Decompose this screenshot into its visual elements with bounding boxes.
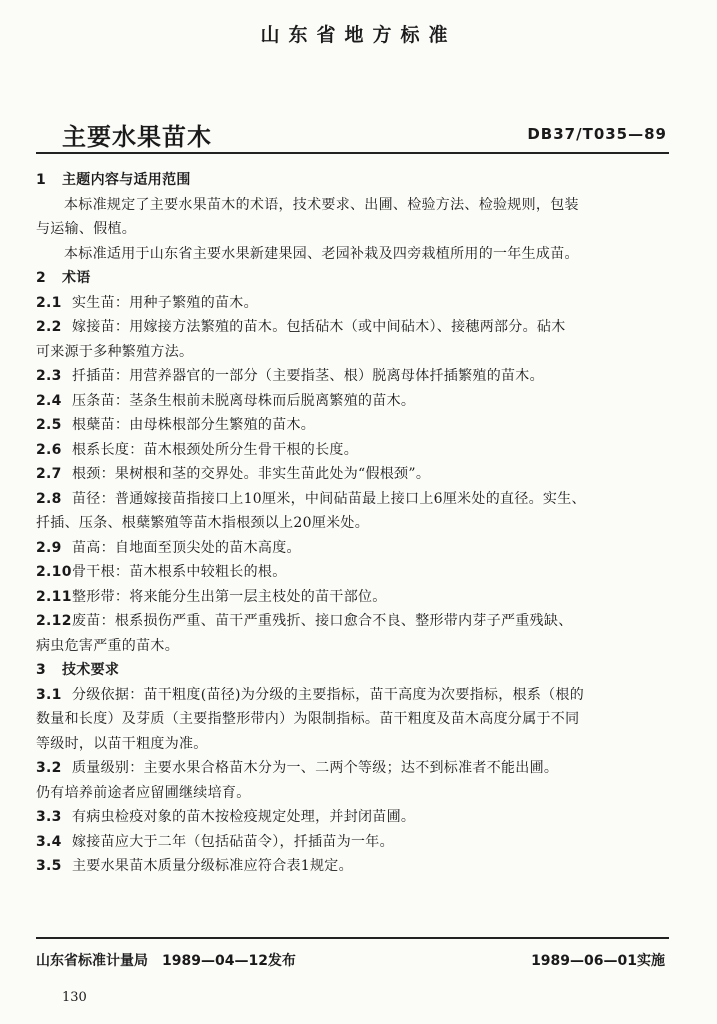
clause-2-2-cont: 可来源于多种繁殖方法。 [36, 343, 194, 360]
clause-text: 根系长度：苗木根颈处所分生骨干根的长度。 [72, 441, 358, 458]
clause-text: 根颈：果树根和茎的交界处。非实生苗此处为“假根颈”。 [72, 466, 431, 482]
clause-2-8 [36, 487, 665, 512]
clause-text: 实生苗：用种子繁殖的苗木。 [72, 294, 258, 311]
clause-text: 苗径：普通嫁接苗指接口上10厘米，中间砧苗最上接口上6厘米处的直径。实生、 [72, 490, 586, 507]
clause-text: 嫁接苗应大于二年（包括砧苗令），扦插苗为一年。 [72, 833, 394, 850]
clause-3-5 [36, 854, 665, 879]
scope-paragraph-2: 本标准适用于山东省主要水果新建果园、老园补栽及四旁栽植所用的一年生成苗。 [64, 245, 579, 262]
scope-paragraph-1: 本标准规定了主要水果苗木的术语，技术要求、出圃、检验方法、检验规则，包装 [64, 196, 579, 213]
page-number: 130 [62, 990, 87, 1005]
clause-2-11 [36, 585, 665, 610]
section-number: 2 [36, 270, 47, 286]
clause-text: 扦插苗：用营养器官的一部分（主要指茎、根）脱离母体扦插繁殖的苗木。 [72, 368, 544, 384]
clause-number: 2.7 [36, 466, 62, 482]
clause-text: 根蘖苗：由母株根部分生繁殖的苗木。 [72, 417, 316, 433]
clause-2-12 [36, 609, 665, 634]
clause-2-8-cont: 扦插、压条、根蘖繁殖等苗木指根颈以上20厘米处。 [36, 515, 370, 531]
clause-number: 3.3 [36, 809, 62, 825]
clause-3-3 [36, 805, 665, 830]
clause-number: 2.1 [36, 294, 62, 311]
clause-2-2 [36, 315, 665, 340]
section-number: 3 [36, 662, 47, 678]
clause-number: 2.12 [36, 613, 72, 629]
clause-number: 2.5 [36, 417, 62, 433]
section-number: 1 [36, 172, 47, 188]
standard-code: DB37/T035—89 [527, 125, 667, 143]
clause-text: 嫁接苗：用嫁接方法繁殖的苗木。包括砧木（或中间砧木）、接穗两部分。砧木 [72, 319, 566, 335]
clause-3-1-cont-1: 数量和长度）及芽质（主要指整形带内）为限制指标。苗干粗度及苗木高度分属于不同 [36, 711, 580, 727]
clause-number: 2.4 [36, 392, 62, 409]
issue-date: 山东省标准计量局 1989—04—12发布 [36, 953, 296, 969]
clause-3-4 [36, 830, 665, 855]
clause-3-1 [36, 683, 665, 708]
clause-3-1-cont-2: 等级时，以苗干粗度为准。 [36, 735, 208, 752]
clause-number: 3.1 [36, 686, 62, 703]
clause-number: 2.8 [36, 490, 62, 507]
clause-number: 3.5 [36, 858, 62, 874]
section-3-heading [36, 658, 665, 683]
clause-3-2 [36, 756, 665, 781]
clause-number: 2.9 [36, 539, 62, 556]
clause-text: 主要水果苗木质量分级标准应符合表1规定。 [72, 858, 353, 874]
effective-date: 1989—06—01实施 [531, 953, 665, 969]
footer-divider [36, 937, 669, 939]
clause-number: 2.10 [36, 564, 72, 580]
scope-paragraph-1-cont: 与运输、假植。 [36, 221, 137, 237]
clause-2-3 [36, 364, 665, 389]
document-body [36, 168, 665, 879]
clause-number: 3.4 [36, 833, 62, 850]
clause-text: 质量级别：主要水果合格苗木分为一、二两个等级；达不到标准者不能出圃。 [72, 760, 559, 776]
clause-number: 2.11 [36, 588, 72, 605]
clause-text: 苗高：自地面至顶尖处的苗木高度。 [72, 539, 301, 556]
clause-number: 3.2 [36, 760, 62, 776]
clause-2-1 [36, 291, 665, 316]
section-2-heading [36, 266, 665, 291]
clause-2-10 [36, 560, 665, 585]
clause-2-4 [36, 389, 665, 414]
clause-2-12-cont: 病虫危害严重的苗木。 [36, 637, 179, 654]
clause-3-2-cont: 仍有培养前途者应留圃继续培育。 [36, 784, 251, 801]
title-divider [36, 152, 669, 154]
clause-number: 2.3 [36, 368, 62, 384]
section-title: 术语 [62, 270, 91, 286]
title-row [62, 117, 667, 149]
section-1-heading [36, 168, 665, 193]
clause-2-5 [36, 413, 665, 438]
clause-text: 废苗：根系损伤严重、苗干严重残折、接口愈合不良、整形带内芽子严重残缺、 [72, 613, 573, 629]
section-title: 技术要求 [62, 662, 120, 678]
issuing-body-header: 山东省地方标准 [260, 24, 457, 46]
clause-text: 骨干根：苗木根系中较粗长的根。 [72, 564, 287, 580]
clause-text: 整形带：将来能分生出第一层主枝处的苗干部位。 [72, 588, 387, 605]
clause-number: 2.6 [36, 441, 62, 458]
section-title: 主题内容与适用范围 [62, 172, 191, 188]
clause-number: 2.2 [36, 319, 62, 335]
clause-2-9 [36, 536, 665, 561]
clause-2-6 [36, 438, 665, 463]
clause-2-7 [36, 462, 665, 487]
clause-text: 有病虫检疫对象的苗木按检疫规定处理，并封闭苗圃。 [72, 809, 416, 825]
clause-text: 分级依据：苗干粗度(苗径)为分级的主要指标，苗干高度为次要指标，根系（根的 [72, 686, 585, 703]
document-title: 主要水果苗木 [62, 123, 212, 151]
clause-text: 压条苗：茎条生根前未脱离母株而后脱离繁殖的苗木。 [72, 392, 416, 409]
